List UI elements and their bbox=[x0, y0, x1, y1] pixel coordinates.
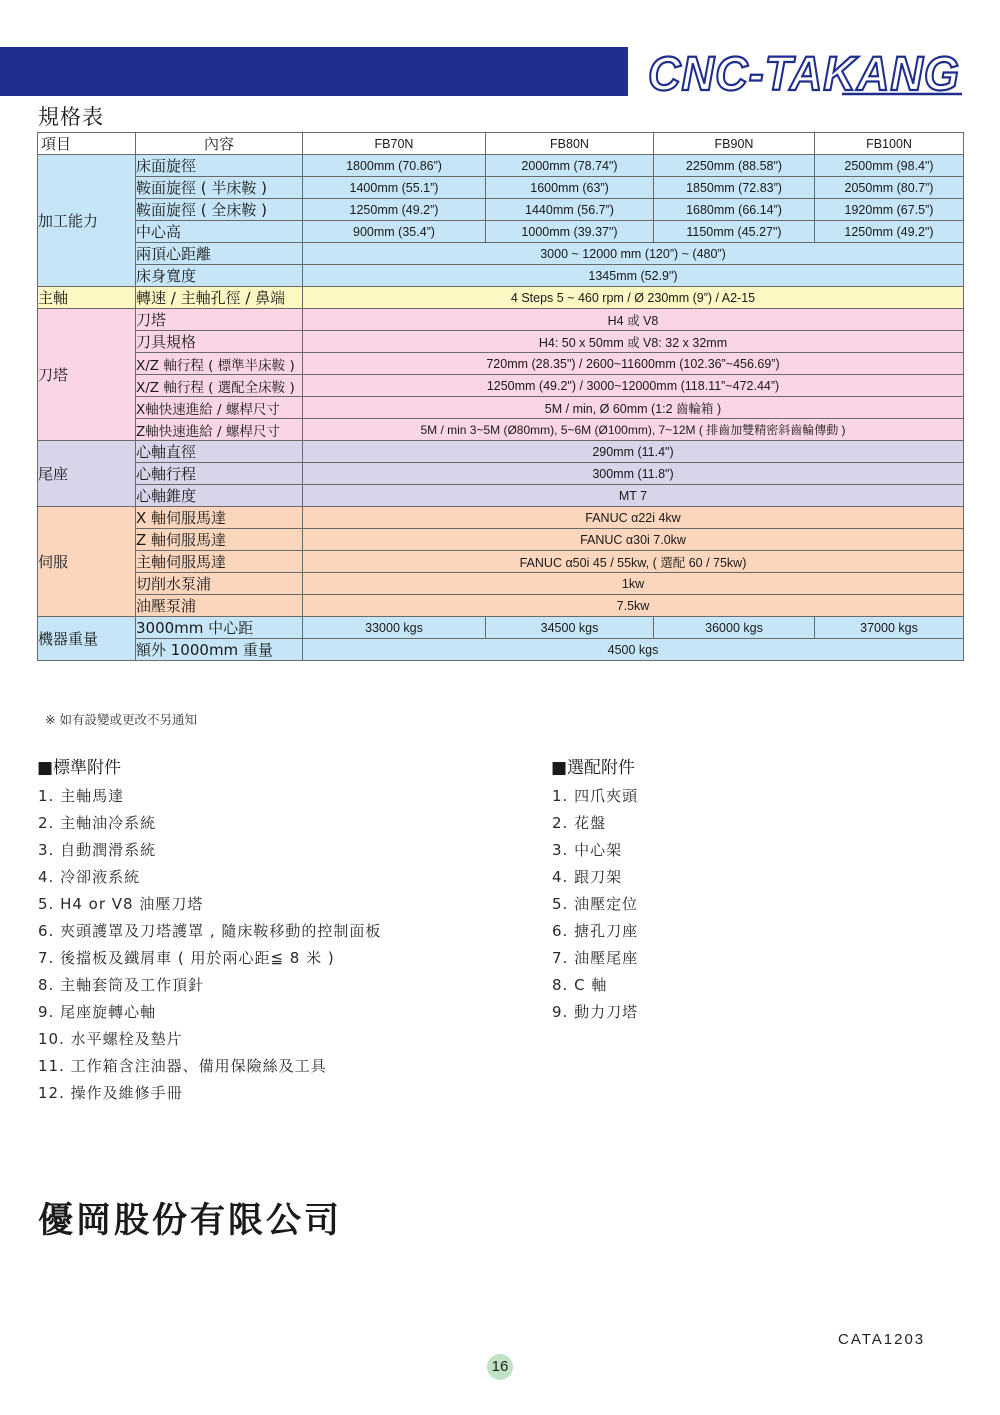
cell-value: 1000mm (39.37") bbox=[486, 221, 654, 243]
row-item: 心軸錐度 bbox=[136, 485, 303, 507]
group-machine-weight: 機器重量 bbox=[38, 617, 136, 661]
cell-value: 3000 ~ 12000 mm (120”) ~ (480”) bbox=[303, 243, 964, 265]
header-model-fb80n: FB80N bbox=[486, 133, 654, 155]
list-item: 8. C 軸 bbox=[552, 976, 608, 994]
list-item: 3. 自動潤滑系統 bbox=[38, 841, 157, 859]
row-item: 3000mm 中心距 bbox=[136, 617, 303, 639]
list-item: 10. 水平螺栓及墊片 bbox=[38, 1030, 183, 1048]
cell-value: 36000 kgs bbox=[654, 617, 815, 639]
table-row bbox=[38, 221, 964, 243]
list-item: 11. 工作箱含注油器、備用保險絲及工具 bbox=[38, 1057, 327, 1075]
table-row bbox=[38, 243, 964, 265]
list-item: 1. 主軸馬達 bbox=[38, 787, 125, 805]
cell-value: 1600mm (63”) bbox=[486, 177, 654, 199]
list-item: 2. 花盤 bbox=[552, 814, 607, 832]
row-item: 切削水泵浦 bbox=[136, 573, 303, 595]
table-row bbox=[38, 441, 964, 463]
list-item: 5. 油壓定位 bbox=[552, 895, 639, 913]
group-servo: 伺服 bbox=[38, 507, 136, 617]
cell-value: 1150mm (45.27") bbox=[654, 221, 815, 243]
cell-value: 2000mm (78.74") bbox=[486, 155, 654, 177]
header-category: 項目 bbox=[38, 133, 136, 155]
cell-value: FANUC α30i 7.0kw bbox=[303, 529, 964, 551]
table-row bbox=[38, 617, 964, 639]
row-item: 中心高 bbox=[136, 221, 303, 243]
table-row bbox=[38, 529, 964, 551]
group-machining-capacity: 加工能力 bbox=[38, 155, 136, 287]
catalog-code: CATA1203 bbox=[838, 1331, 926, 1348]
cell-value: 2500mm (98.4") bbox=[815, 155, 964, 177]
row-item: 鞍面旋徑 ( 半床鞍 ) bbox=[136, 177, 303, 199]
row-item: Z 軸伺服馬達 bbox=[136, 529, 303, 551]
list-item: 5. H4 or V8 油壓刀塔 bbox=[38, 895, 204, 913]
row-item: 主軸伺服馬達 bbox=[136, 551, 303, 573]
cell-value: 4500 kgs bbox=[303, 639, 964, 661]
group-tailstock: 尾座 bbox=[38, 441, 136, 507]
table-row bbox=[38, 551, 964, 573]
list-item: 9. 動力刀塔 bbox=[552, 1003, 639, 1021]
cell-value: 1250mm (49.2”) bbox=[303, 199, 486, 221]
table-row bbox=[38, 353, 964, 375]
row-item: 油壓泵浦 bbox=[136, 595, 303, 617]
list-item: 8. 主軸套筒及工作頂針 bbox=[38, 976, 205, 994]
list-item: 3. 中心架 bbox=[552, 841, 623, 859]
row-item: 額外 1000mm 重量 bbox=[136, 639, 303, 661]
group-turret: 刀塔 bbox=[38, 309, 136, 441]
optional-accessories-list bbox=[552, 785, 638, 1028]
brand-logo bbox=[646, 44, 964, 102]
table-row bbox=[38, 199, 964, 221]
table-row bbox=[38, 331, 964, 353]
header-model-fb70n: FB70N bbox=[303, 133, 486, 155]
table-row bbox=[38, 573, 964, 595]
page-number: 16 bbox=[487, 1354, 513, 1380]
header-model-fb90n: FB90N bbox=[654, 133, 815, 155]
list-item: 7. 油壓尾座 bbox=[552, 949, 639, 967]
table-row bbox=[38, 485, 964, 507]
cell-value: 1kw bbox=[303, 573, 964, 595]
row-item: X軸快速進給 / 螺桿尺寸 bbox=[136, 397, 303, 419]
row-item: 兩頂心距離 bbox=[136, 243, 303, 265]
row-item: 心軸直徑 bbox=[136, 441, 303, 463]
list-item: 1. 四爪夾頭 bbox=[552, 787, 639, 805]
row-item: 轉速 / 主軸孔徑 / 鼻端 bbox=[136, 287, 303, 309]
row-item: X/Z 軸行程 ( 選配全床鞍 ) bbox=[136, 375, 303, 397]
list-item: 4. 跟刀架 bbox=[552, 868, 623, 886]
cell-value: 1250mm (49.2") / 3000~12000mm (118.11”~472.44”) bbox=[303, 375, 964, 397]
cell-value: 4 Steps 5 ~ 460 rpm / Ø 230mm (9”) / A2-15 bbox=[303, 287, 964, 309]
cell-value: 1850mm (72.83”) bbox=[654, 177, 815, 199]
cell-value: FANUC α50i 45 / 55kw, ( 選配 60 / 75kw) bbox=[303, 551, 964, 573]
cell-value: 2050mm (80.7”) bbox=[815, 177, 964, 199]
cell-value: MT 7 bbox=[303, 485, 964, 507]
table-row bbox=[38, 375, 964, 397]
table-row bbox=[38, 287, 964, 309]
table-row bbox=[38, 639, 964, 661]
cell-value: 34500 kgs bbox=[486, 617, 654, 639]
cell-value: 33000 kgs bbox=[303, 617, 486, 639]
cell-value: 900mm (35.4”) bbox=[303, 221, 486, 243]
cell-value: 1440mm (56.7”) bbox=[486, 199, 654, 221]
row-item: X 軸伺服馬達 bbox=[136, 507, 303, 529]
cell-value: 1400mm (55.1”) bbox=[303, 177, 486, 199]
change-notice: ※ 如有設變或更改不另通知 bbox=[45, 712, 197, 727]
group-spindle: 主軸 bbox=[38, 287, 136, 309]
row-item: X/Z 軸行程 ( 標準半床鞍 ) bbox=[136, 353, 303, 375]
header-content: 內容 bbox=[136, 133, 303, 155]
table-row bbox=[38, 595, 964, 617]
company-name: 優岡股份有限公司 bbox=[38, 1201, 343, 1241]
table-row bbox=[38, 507, 964, 529]
cell-value: 1920mm (67.5”) bbox=[815, 199, 964, 221]
table-row bbox=[38, 177, 964, 199]
header-band bbox=[0, 47, 628, 96]
list-item: 2. 主軸油冷系統 bbox=[38, 814, 157, 832]
cell-value: 1345mm (52.9") bbox=[303, 265, 964, 287]
cell-value: 7.5kw bbox=[303, 595, 964, 617]
standard-accessories-list bbox=[38, 785, 381, 1109]
row-item: 床面旋徑 bbox=[136, 155, 303, 177]
list-item: 9. 尾座旋轉心軸 bbox=[38, 1003, 157, 1021]
table-row bbox=[38, 463, 964, 485]
page-title: 規格表 bbox=[38, 105, 104, 129]
cell-value: 720mm (28.35") / 2600~11600mm (102.36”~456.69”) bbox=[303, 353, 964, 375]
table-header-row bbox=[38, 133, 964, 155]
optional-accessories-heading: ■選配附件 bbox=[551, 758, 636, 778]
list-item: 6. 夾頭護罩及刀塔護罩 , 隨床鞍移動的控制面板 bbox=[38, 922, 382, 940]
cell-value: 290mm (11.4") bbox=[303, 441, 964, 463]
cell-value: 37000 kgs bbox=[815, 617, 964, 639]
row-item: 心軸行程 bbox=[136, 463, 303, 485]
cell-value: 300mm (11.8") bbox=[303, 463, 964, 485]
cell-value: 5M / min 3~5M (Ø80mm), 5~6M (Ø100mm), 7~12M ( 排齒加雙精密斜齒輪傳動 ) bbox=[303, 419, 964, 441]
table-row bbox=[38, 309, 964, 331]
list-item: 6. 搪孔刀座 bbox=[552, 922, 639, 940]
cell-value: H4: 50 x 50mm 或 V8: 32 x 32mm bbox=[303, 331, 964, 353]
table-row bbox=[38, 265, 964, 287]
cell-value: 5M / min, Ø 60mm (1:2 齒輪箱 ) bbox=[303, 397, 964, 419]
list-item: 7. 後擋板及鐵屑車 ( 用於兩心距≦ 8 米 ) bbox=[38, 949, 335, 967]
cell-value: 2250mm (88.58") bbox=[654, 155, 815, 177]
row-item: 刀塔 bbox=[136, 309, 303, 331]
cell-value: 1800mm (70.86”) bbox=[303, 155, 486, 177]
table-row bbox=[38, 397, 964, 419]
table-row bbox=[38, 155, 964, 177]
row-item: 床身寬度 bbox=[136, 265, 303, 287]
brand-logo-text: CNC-TAKANG bbox=[648, 48, 960, 101]
spec-table bbox=[37, 132, 964, 661]
row-item: 鞍面旋徑 ( 全床鞍 ) bbox=[136, 199, 303, 221]
header-model-fb100n: FB100N bbox=[815, 133, 964, 155]
cell-value: FANUC α22i 4kw bbox=[303, 507, 964, 529]
row-item: 刀具規格 bbox=[136, 331, 303, 353]
standard-accessories-heading: ■標準附件 bbox=[37, 758, 122, 778]
table-row bbox=[38, 419, 964, 441]
list-item: 4. 冷卻液系統 bbox=[38, 868, 141, 886]
list-item: 12. 操作及維修手冊 bbox=[38, 1084, 183, 1102]
cell-value: 1680mm (66.14”) bbox=[654, 199, 815, 221]
row-item: Z軸快速進給 / 螺桿尺寸 bbox=[136, 419, 303, 441]
cell-value: 1250mm (49.2") bbox=[815, 221, 964, 243]
cell-value: H4 或 V8 bbox=[303, 309, 964, 331]
